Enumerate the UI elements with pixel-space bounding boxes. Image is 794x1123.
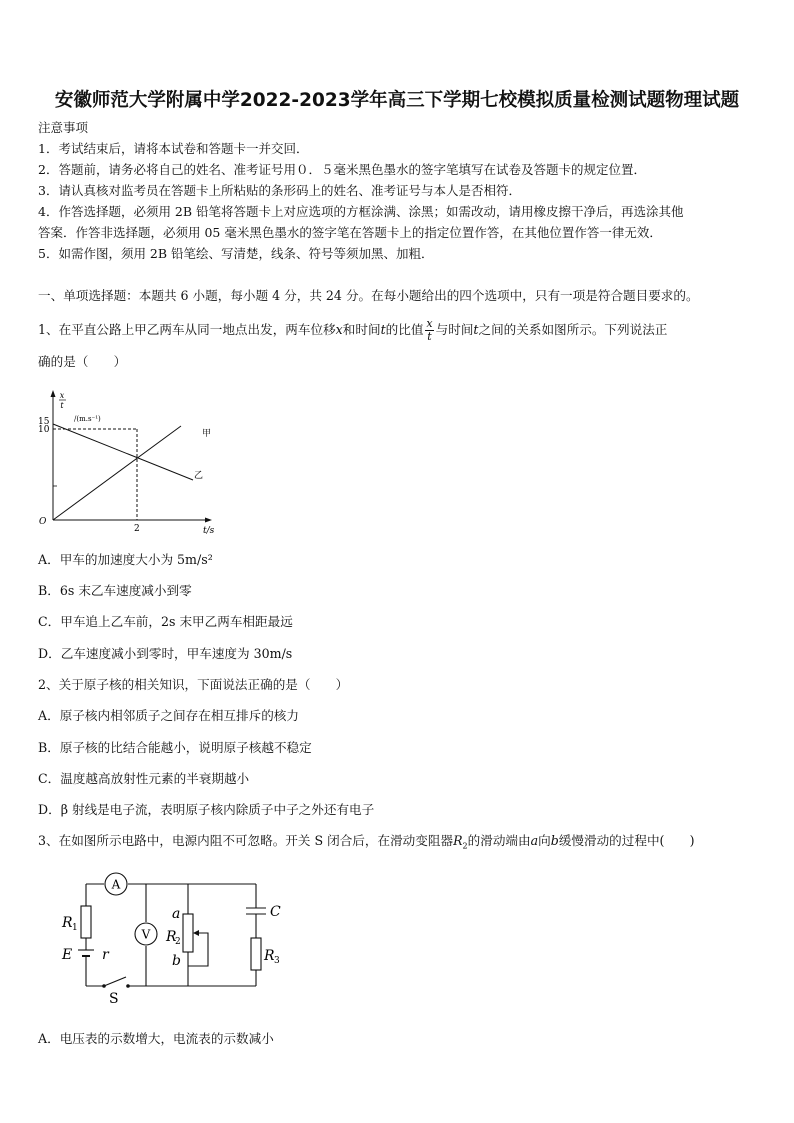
q2-option-c: C．温度越高放射性元素的半衰期越小 — [38, 771, 250, 786]
r3-label: R — [264, 948, 275, 964]
r1-sub: 1 — [72, 923, 78, 933]
switch-contact — [126, 984, 130, 988]
internal-r-label: r — [102, 947, 109, 963]
page-title: 安徽师范大学附属中学2022-2023学年高三下学期七校模拟质量检测试题物理试题 — [54, 90, 740, 111]
slider-arrow-icon — [193, 930, 199, 936]
q3-option-a: A．电压表的示数增大，电流表的示数减小 — [38, 1031, 274, 1046]
q3-stem-text-a: 3、在如图所示电路中，电源内阻不可忽略。开关 S 闭合后，在滑动变阻器 — [38, 833, 454, 848]
y-label-den: t — [60, 401, 64, 410]
switch-pivot — [102, 984, 106, 988]
voltmeter-label: V — [141, 927, 151, 942]
q3-stem-text-b: 的滑动端由 — [467, 833, 531, 848]
origin-label: O — [39, 517, 47, 527]
y-label-num: x — [59, 391, 65, 400]
q1-graph — [36, 388, 226, 536]
r2-sub: 2 — [175, 937, 181, 947]
q3-circuit — [56, 868, 296, 1008]
q3-stem — [38, 833, 695, 855]
q1-stem-text-d: 与时间 — [435, 322, 474, 337]
q3-stem-text-c: 向 — [538, 833, 551, 848]
tick-2-label: 2 — [134, 524, 140, 534]
ammeter-label: A — [111, 877, 121, 892]
q1-var-t2: t — [473, 322, 479, 337]
q3-var-a: a — [530, 833, 539, 848]
x-axis-arrow-icon — [205, 518, 212, 523]
emf-label: E — [62, 947, 73, 963]
section-heading: 一、单项选择题：本题共 6 小题，每小题 4 分，共 24 分。在每小题给出的四个选项中，只有一项是符合题目要求的。 — [38, 288, 699, 303]
q1-frac-den: t — [427, 330, 432, 343]
q1-stem-text-a: 1、在平直公路上甲乙两车从同一地点出发，两车位移 — [38, 322, 336, 337]
q1-frac-num: x — [426, 317, 433, 330]
x-label: t/s — [203, 526, 215, 536]
r3-sub: 3 — [274, 956, 280, 966]
q1-stem-cont: 确的是（ ） — [38, 354, 127, 369]
notice-heading: 注意事项 — [38, 120, 89, 135]
q1-option-d: D．乙车速度减小到零时，甲车速度为 30m/s — [38, 646, 293, 661]
r2-label: R — [166, 929, 177, 945]
tick-15: 15 — [38, 417, 50, 427]
q2-option-b: B．原子核的比结合能越小，说明原子核越不稳定 — [38, 740, 312, 755]
notice-item-1: 1．考试结束后，请将本试卷和答题卡一并交回． — [38, 141, 309, 156]
y-unit: /(m.s⁻¹) — [74, 415, 101, 423]
q2-stem: 2、关于原子核的相关知识，下面说法正确的是（ ） — [38, 677, 349, 692]
q1-fraction — [425, 318, 433, 343]
q1-option-c: C．甲车追上乙车前，2s 末甲乙两车相距最远 — [38, 614, 293, 629]
q3-var-b: b — [550, 833, 559, 848]
notice-item-5: 5．如需作图，须用 2B 铅笔绘、写清楚，线条、符号等须加黑、加粗． — [38, 246, 434, 261]
y-axis-arrow-icon — [51, 390, 56, 397]
q1-var-x: x — [335, 322, 343, 337]
q3-stem-text-d: 缓慢滑动的过程中( ) — [558, 833, 695, 848]
line-label-yi: 乙 — [194, 471, 204, 481]
q1-var-t: t — [380, 322, 386, 337]
terminal-a-label: a — [172, 906, 181, 922]
q2-option-a: A．原子核内相邻质子之间存在相互排斥的核力 — [38, 708, 299, 723]
q1-stem-text-c: 的比值 — [385, 322, 424, 337]
line-jia — [53, 426, 181, 520]
tick-10-label: 10 — [38, 425, 50, 435]
terminal-b-label: b — [172, 953, 181, 969]
q1-option-a: A．甲车的加速度大小为 5m/s² — [38, 552, 213, 567]
r1-label: R — [62, 915, 73, 931]
notice-item-2: 2．答题前，请务必将自己的姓名、准考证号用０．５毫米黑色墨水的签字笔填写在试卷及答题卡的规定位置． — [38, 162, 646, 177]
q1-stem-text-b: 和时间 — [342, 322, 381, 337]
q1-stem-text-e: 之间的关系如图所示。下列说法正 — [478, 322, 668, 337]
notice-item-4-cont: 答案．作答非选择题，必须用 05 毫米黑色墨水的签字笔在答题卡上的指定位置作答，在其他位置作答一律无效． — [38, 225, 662, 240]
q1-option-b: B．6s 末乙车速度减小到零 — [38, 583, 192, 598]
q1-stem — [38, 318, 667, 343]
line-label-jia: 甲 — [202, 429, 212, 439]
capacitor-label: C — [270, 904, 281, 920]
q2-option-d: D．β 射线是电子流，表明原子核内除质子中子之外还有电子 — [38, 802, 375, 817]
switch-label: S — [109, 991, 119, 1007]
q3-var-r-sub: 2 — [462, 841, 468, 851]
q3-var-r: R — [453, 833, 463, 848]
notice-item-4: 4．作答选择题，必须用 2B 铅笔将答题卡上对应选项的方框涂满、涂黑；如需改动，请用橡皮擦干净后，再选涂其他 — [38, 204, 684, 219]
notice-item-3: 3．请认真核对监考员在答题卡上所粘贴的条形码上的姓名、准考证号与本人是否相符． — [38, 183, 521, 198]
